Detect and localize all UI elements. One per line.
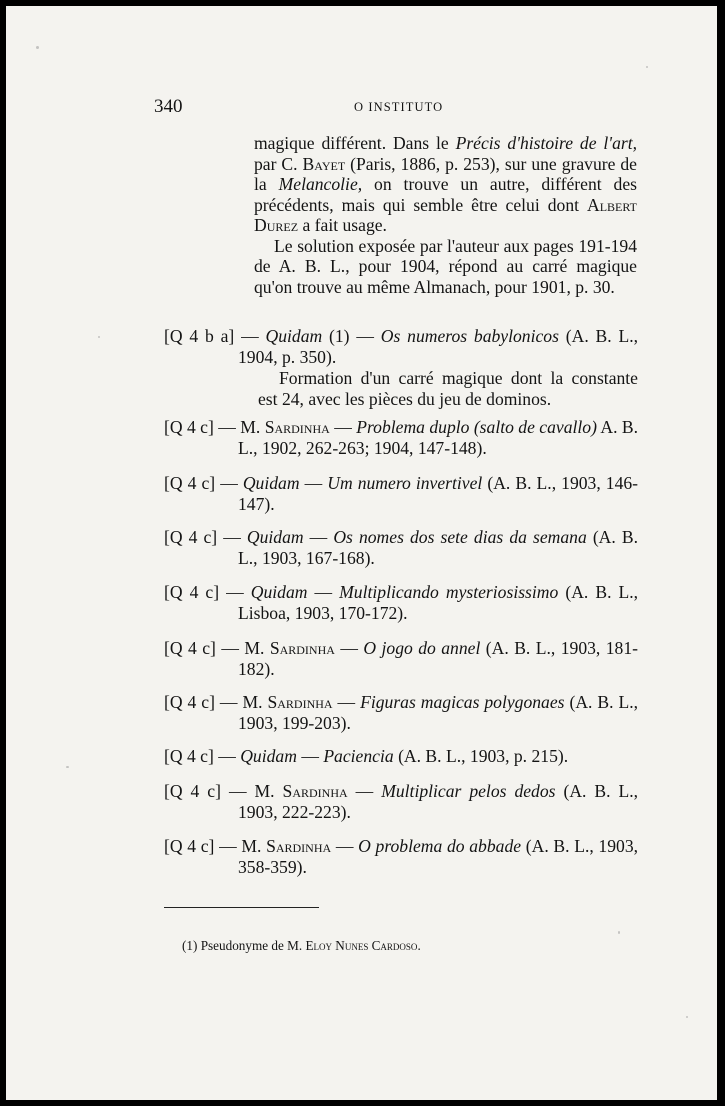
entry-reference: (A. B. L., 1903, 222-223). — [238, 781, 639, 822]
bibliography-entry: [Q 4 c] — M. Sardinha — Problema duplo (salto de cavallo) A. B. L., 1902, 262-263; 1904, 147-148). — [164, 417, 639, 458]
footnote-reference: (1) — [329, 326, 350, 346]
entry-code: [Q 4 c] — [164, 638, 216, 658]
entry-reference: (A. B. L., Lisboa, 1903, 170-172). — [238, 582, 639, 623]
footnote-rule — [164, 907, 319, 908]
bibliography-entry: [Q 4 c] — M. Sardinha — Multiplicar pelos dedos (A. B. L., 1903, 222-223). — [164, 781, 639, 822]
entry-work: Problema duplo (salto de cavallo) — [356, 417, 597, 437]
entry-work: Os nomes dos sete dias da semana — [333, 527, 587, 547]
entry-work: Os numeros babylonicos — [380, 326, 559, 346]
footnote-name: Eloy Nunes Cardoso — [305, 938, 418, 953]
entry-code: [Q 4 c] — [164, 781, 221, 801]
entry-code: [Q 4 c] — [164, 527, 218, 547]
bibliography-entry: [Q 4 c] — M. Sardinha — Figuras magicas polygonaes (A. B. L., 1903, 199-203). — [164, 692, 639, 733]
entry-reference: (A. B. L., 1903, 167-168). — [238, 527, 638, 568]
entry-code: [Q 4 c] — [164, 746, 214, 766]
entry-code: [Q 4 c] — [164, 582, 220, 602]
bibliography-entry: [Q 4 c] — M. Sardinha — O jogo do annel (A. B. L., 1903, 181-182). — [164, 638, 638, 679]
entry-work: Multiplicar pelos dedos — [381, 781, 556, 801]
entry-work: O problema do abbade — [358, 836, 522, 856]
entry-reference: (A. B. L., 1903, 358-359). — [238, 836, 639, 877]
entry-work: Multiplicando mysteriosissimo — [339, 582, 559, 602]
book-page — [6, 6, 717, 1100]
entry-code: [Q 4 c] — [164, 473, 216, 493]
bibliography-entry: [Q 4 c] — Quidam — Paciencia (A. B. L., 1903, p. 215). — [164, 746, 569, 766]
entry-description: Formation d'un carré magique dont la constante est 24, avec les pièces du jeu de dominos. — [258, 368, 638, 409]
entry-author: M. Sardinha — [254, 781, 348, 801]
entry-work: O jogo do annel — [363, 638, 481, 658]
continued-text — [254, 133, 637, 297]
entry-reference: (A. B. L., 1903, 199-203). — [238, 692, 639, 733]
entry-author: Quidam — [242, 473, 300, 493]
footnote-mark: (1) — [182, 938, 198, 953]
entry-work: Um numero invertivel — [327, 473, 483, 493]
bibliography-entry: [Q 4 c] — Quidam — Multiplicando mysteriosissimo (A. B. L., Lisboa, 1903, 170-172). — [164, 582, 639, 623]
entry-author: Quidam — [246, 527, 304, 547]
entry-reference: (A. B. L., 1904, p. 350). — [238, 326, 639, 367]
entry-code: [Q 4 c] — [164, 692, 215, 712]
entry-reference: (A. B. L., 1903, 146-147). — [238, 473, 639, 514]
bibliography-entry: [Q 4 c] — Quidam — Um numero invertivel (A. B. L., 1903, 146-147). — [164, 473, 639, 514]
page-number: 340 — [154, 96, 183, 117]
bibliography-entry: [Q 4 b a] — Quidam (1) — Os numeros babylonicos (A. B. L., 1904, p. 350). Formation d'un carré magique dont la constante est 24, avec les pièces du jeu de dominos. — [164, 326, 639, 409]
paragraph: magique différent. Dans le Précis d'histoire de l'art, par C. Bayet (Paris, 1886, p. 253), sur une gravure de la Melancolie, on trouve un autre, différent des précédents, mais qui semble être celui dont Albert Durez a fait usage. — [254, 133, 637, 235]
paragraph: Le solution exposée par l'auteur aux pages 191-194 de A. B. L., pour 1904, répond au carré magique qu'on trouve au même Almanach, pour 1901, p. 30. — [254, 235, 637, 297]
entry-reference: A. B. L., 1902, 262-263; 1904, 147-148). — [238, 417, 639, 458]
entry-author: Quidam — [265, 326, 323, 346]
entry-reference: (A. B. L., 1903, p. 215). — [398, 746, 569, 766]
bibliography-entry: [Q 4 c] — Quidam — Os nomes dos sete dias da semana (A. B. L., 1903, 167-168). — [164, 527, 638, 568]
entry-author: Quidam — [250, 582, 308, 602]
page-header — [6, 96, 717, 120]
bibliography-entry: [Q 4 c] — M. Sardinha — O problema do abbade (A. B. L., 1903, 358-359). — [164, 836, 639, 877]
entry-author: M. Sardinha — [241, 836, 332, 856]
entry-work: Paciencia — [323, 746, 394, 766]
entry-author: Quidam — [240, 746, 297, 766]
entry-code: [Q 4 c] — [164, 417, 214, 437]
footnote: (1) Pseudonyme de M. Eloy Nunes Cardoso. — [182, 938, 421, 953]
entry-author: M. Sardinha — [242, 692, 333, 712]
running-head: O INSTITUTO — [354, 100, 444, 114]
entry-work: Figuras magicas polygonaes — [360, 692, 565, 712]
entry-author: M. Sardinha — [240, 417, 330, 437]
entry-code: [Q 4 b a] — [164, 326, 235, 346]
entry-author: M. Sardinha — [244, 638, 335, 658]
entry-reference: (A. B. L., 1903, 181-182). — [238, 638, 638, 679]
entry-code: [Q 4 c] — [164, 836, 215, 856]
